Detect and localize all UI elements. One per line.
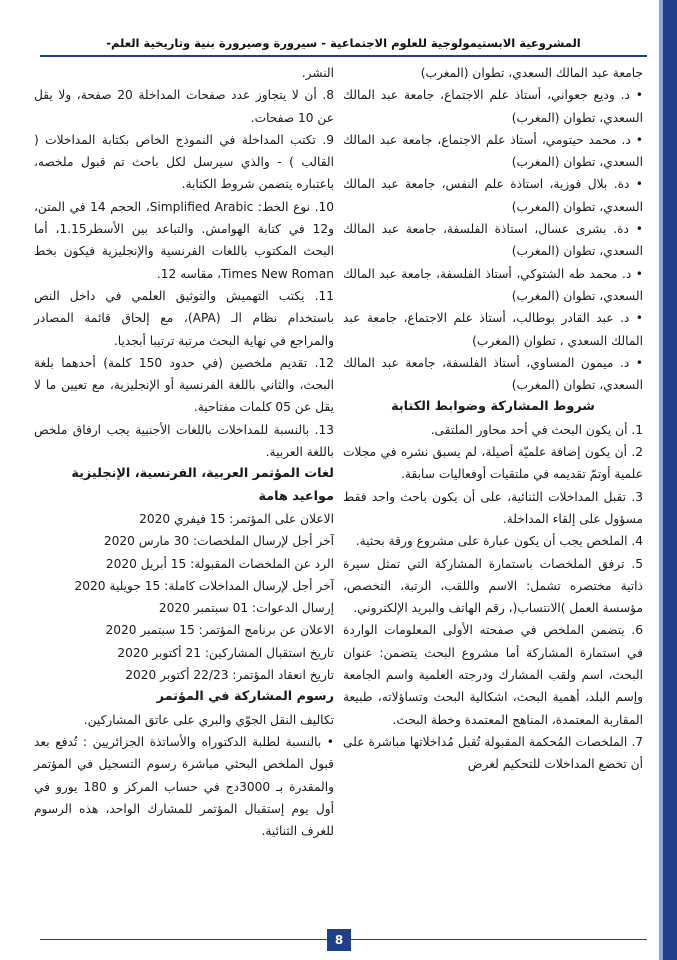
condition-item: 6. يتضمن الملخص في صفحته الأولى المعلومات الواردة في استمارة المشاركة أما مشروع البحث يتضمن: عنوان البحث، اسم ولقب المشارك ودرجته العلمية واسم الجامعة وإسم البلد، أهمية البحث، اشكالية البحث وتساؤلاته، طبيعة المقاربة المعتمدة، المناهج المعتمدة وخطة البحث. [343,623,643,727]
committee-entry: • د. محمد حيتومي، أستاذ علم الاجتماع، جامعة عبد المالك السعدي، تطوان (المغرب) [343,132,643,170]
fee-item: تكاليف النقل الجوّي والبري على عاتق المشاركين. [83,712,334,727]
committee-entry: جامعة عبد المالك السعدي، تطوان (المغرب) [420,66,643,80]
date-item: تاريخ انعقاد المؤتمر: 22/23 أكتوبر 2020 [125,668,334,683]
right-column [343,62,643,776]
date-item: آخر أجل لإرسال الملخصات: 30 مارس 2020 [103,534,334,549]
conditions-heading: شروط المشاركة وضوابط الكتابة [391,399,595,415]
condition-item: 1. أن يكون البحث في أحد محاور الملتقى. [430,422,643,437]
condition-item: النشر. [301,66,334,80]
committee-entry: • د. وديع جعواني، أستاذ علم الاجتماع، جامعة عبد المالك السعدي، تطوان (المغرب) [343,88,643,125]
date-item: إرسال الدعوات: 01 سبتمبر 2020 [158,601,334,616]
condition-item: 2. أن يكون إضافة علميّة أصيلة، لم يسبق نشره في مجلات علمية أوتمّ تقديمه في ملتقيات أوفعاليات سابقة. [343,445,643,482]
condition-item: 12. تقديم ملخصين (في حدود 150 كلمة) أحدهما بلغة البحث، والثاني باللغة الفرنسية أو الإنجليزية، مع تعيين ما لا يقل عن 05 كلمات مفتاحية. [34,355,335,415]
dates-heading: مواعيد هامة [258,488,334,504]
condition-item: 4. الملخص يجب أن يكون عبارة على مشروع ورقة بحثية. [355,534,643,549]
fees-heading: رسوم المشاركة في المؤتمر [156,689,334,705]
committee-entry: • د. محمد طه الشتوكي، أستاذ الفلسفة، جامعة عبد المالك السعدي، تطوان (المغرب) [343,266,643,303]
date-item: الاعلان على المؤتمر: 15 فيفري 2020 [139,511,334,526]
page-number: 8 [327,929,351,951]
date-item: الرد عن الملخصات المقبولة: 15 أبريل 2020 [105,556,334,571]
condition-item: 13. بالنسبة للمداخلات باللغات الأجنبية يجب ارفاق ملخص باللغة العربية. [34,422,334,460]
condition-item: 5. ترفق الملخصات باستمارة المشاركة التي تمثل سيرة ذاتية مختصره تشمل: الاسم واللقب، الرتبة، التخصص، مؤسسة العمل )الانتساب(، رقم الهاتف والبريد الإلكتروني. [343,556,643,616]
date-item: الاعلان عن برنامج المؤتمر: 15 سبتمبر 2020 [105,623,334,638]
committee-entry: • د. ميمون المساوي، أستاذ الفلسفة، جامعة عبد المالك السعدي، تطوان (المغرب) [343,355,643,393]
condition-item: 7. الملخصات المُحكمة المقبولة تُقبل مُداخلاتها مباشرة على أن تخضع المداخلات للتحكيم لغرض [343,734,643,772]
languages-heading: لغات المؤتمر العربية، الفرنسية، الإنجليزية [71,466,334,482]
fee-item: • بالنسبة لطلبة الدكتوراه والأساتذة الجزائريين : تُدفع بعد قبول الملخص البحثي مباشرة رسوم التسجيل في المؤتمر والمقدرة بـ 3000دج في حساب المركز و 180 يورو في أول يوم إستقبال المؤتمر للمشارك الواحد، هذه الرسوم للغرف الثنائية. [34,734,334,839]
condition-item: 9. تكتب المداخلة في النموذج الخاص بكتابة المداخلات ( القالب ) - والذي سيرسل لكل باحث تم قبول ملخصه، باعتباره يتضمن شروط الكتابة. [34,132,334,192]
header-rule [40,55,647,57]
committee-entry: • دة. بلال فوزية، استاذة علم النفس، جامعة عبد المالك السعدي، تطوان (المغرب) [343,177,643,214]
left-column [34,62,334,842]
condition-item: 10. نوع الخط: Simplified Arabic، الحجم 14 في المتن، و12 في كتابة الهوامش. والتباعد بين الأسطر1.15، أما البحث المكتوب باللغات الفرنسية والإنجليزية فيكون بخط Times New Roman، مقاسه 12. [34,199,334,281]
date-item: آخر أجل لإرسال المداخلات كاملة: 15 جويلية 2020 [74,578,334,593]
running-header: المشروعية الابستيمولوجية للعلوم الاجتماعية - سيرورة وصيرورة بنية وتاريخية العلم- [106,36,581,50]
page-edge-accent [663,0,677,960]
committee-entry: • دة. بشرى عسال، استاذة الفلسفة، جامعة عبد المالك السعدي، تطوان (المغرب) [343,222,643,259]
date-item: تاريخ استقبال المشاركين: 21 أكتوبر 2020 [117,645,334,660]
condition-item: 3. تقبل المداخلات الثنائية، على أن يكون باحث واحد فقط مسؤول على إلقاء المداخلة. [343,489,643,526]
condition-item: 8. أن لا يتجاوز عدد صفحات المداخلة 20 صفحة، ولا يقل عن 10 صفحات. [34,88,334,125]
committee-entry: • د. عبد القادر بوطالب، أستاذ علم الاجتماع، جامعة عبد المالك السعدي ، تطوان (المغرب) [343,311,643,348]
condition-item: 11. يكتب التهميش والتوثيق العلمي في داخل النص باستخدام نظام الـ (APA)، مع إلحاق قائمة المصادر والمراجع في نهاية البحث مرتبة ترتيبا أبجديا. [34,288,335,348]
